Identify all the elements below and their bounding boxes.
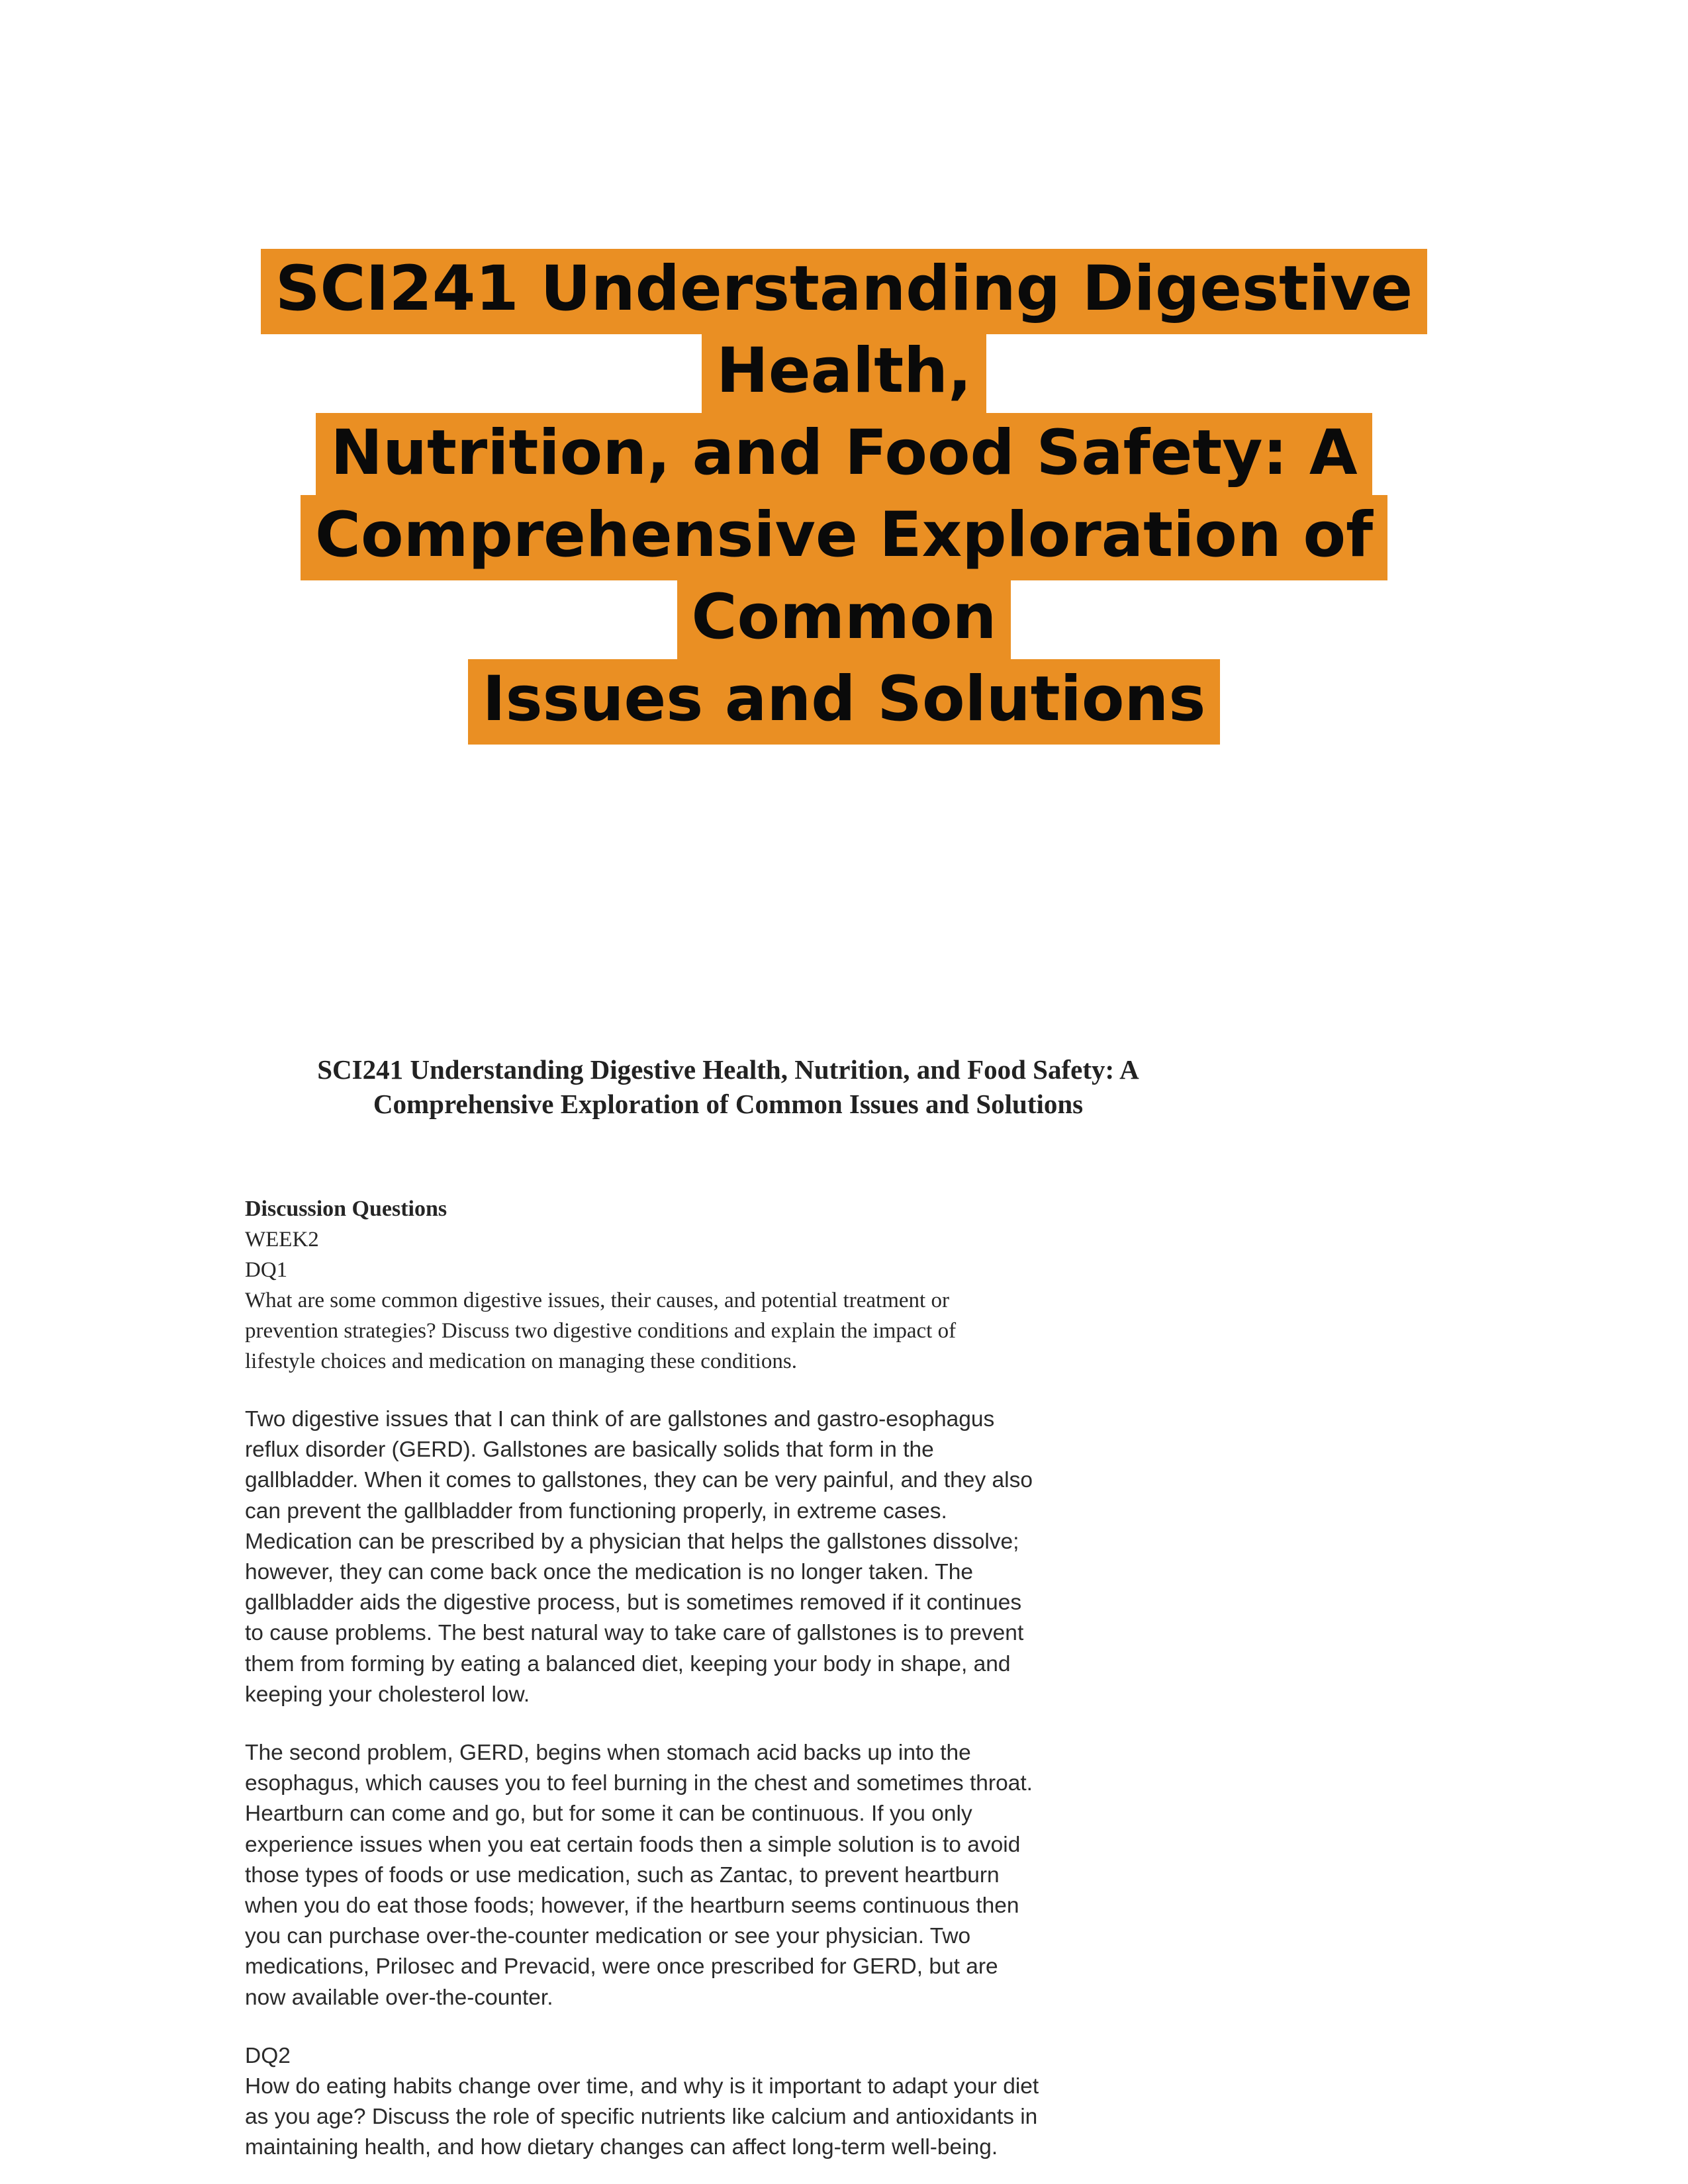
answer-line: medications, Prilosec and Prevacid, were once prescribed for GERD, but are xyxy=(245,1954,998,1979)
answer-line: keeping your cholesterol low. xyxy=(245,1682,530,1707)
document-title xyxy=(245,1052,1211,1121)
dq2-question xyxy=(245,2071,1211,2163)
answer-line: Heartburn can come and go, but for some it can be continuous. If you only xyxy=(245,1801,972,1827)
cover-title-line: Nutrition, and Food Safety: A xyxy=(316,413,1372,498)
answer-line: The second problem, GERD, begins when stomach acid backs up into the xyxy=(245,1741,971,1766)
document-preview xyxy=(245,1052,1211,2184)
cover-title-line: Issues and Solutions xyxy=(468,659,1221,745)
document-title-line: Comprehensive Exploration of Common Issues and Solutions xyxy=(373,1089,1084,1119)
dq1-answer-paragraph-1 xyxy=(245,1404,1211,1710)
dq1-question-line: lifestyle choices and medication on managing these conditions. xyxy=(245,1349,797,1373)
answer-line: experience issues when you eat certain foods then a simple solution is to avoid xyxy=(245,1832,1021,1857)
dq2-label: DQ2 xyxy=(245,2043,291,2068)
document-title-line: SCI241 Understanding Digestive Health, Nutrition, and Food Safety: A xyxy=(317,1054,1139,1085)
answer-line: gallbladder aids the digestive process, but is sometimes removed if it continues xyxy=(245,1590,1022,1615)
week-label: WEEK2 xyxy=(245,1228,319,1251)
answer-line: gallbladder. When it comes to gallstones, they can be very painful, and they also xyxy=(245,1468,1033,1493)
cover-title-line: Comprehensive Exploration of Common xyxy=(301,495,1387,662)
answer-line: them from forming by eating a balanced diet, keeping your body in shape, and xyxy=(245,1651,1011,1676)
answer-line: you can purchase over-the-counter medication or see your physician. Two xyxy=(245,1924,971,1949)
dq2-question-line: as you age? Discuss the role of specific nutrients like calcium and antioxidants in xyxy=(245,2105,1038,2130)
answer-line: Medication can be prescribed by a physician that helps the gallstones dissolve; xyxy=(245,1529,1019,1554)
dq1-question xyxy=(245,1285,1211,1377)
section-heading: Discussion Questions xyxy=(245,1197,447,1221)
dq2-question-line: How do eating habits change over time, and why is it important to adapt your diet xyxy=(245,2074,1039,2099)
answer-line: Two digestive issues that I can think of are gallstones and gastro-esophagus xyxy=(245,1407,995,1432)
dq1-question-line: prevention strategies? Discuss two digestive conditions and explain the impact of xyxy=(245,1319,957,1343)
dq1-answer-paragraph-2 xyxy=(245,1738,1211,2013)
answer-line: now available over-the-counter. xyxy=(245,1985,553,2010)
answer-line: can prevent the gallbladder from functioning properly, in extreme cases. xyxy=(245,1498,947,1524)
dq1-label: DQ1 xyxy=(245,1258,288,1282)
dq2-question-line: maintaining health, and how dietary changes can affect long-term well-being. xyxy=(245,2135,998,2160)
answer-line: those types of foods or use medication, such as Zantac, to prevent heartburn xyxy=(245,1862,1000,1888)
answer-line: to cause problems. The best natural way to take care of gallstones is to prevent xyxy=(245,1621,1024,1646)
answer-line: esophagus, which causes you to feel burning in the chest and sometimes throat. xyxy=(245,1771,1033,1796)
cover-title-line: SCI241 Understanding Digestive Health, xyxy=(261,249,1427,416)
answer-line: reflux disorder (GERD). Gallstones are basically solids that form in the xyxy=(245,1437,934,1463)
dq1-question-line: What are some common digestive issues, their causes, and potential treatment or xyxy=(245,1289,949,1312)
cover-title xyxy=(159,248,1529,741)
answer-line: when you do eat those foods; however, if the heartburn seems continuous then xyxy=(245,1893,1019,1919)
answer-line: however, they can come back once the medication is no longer taken. The xyxy=(245,1560,973,1585)
